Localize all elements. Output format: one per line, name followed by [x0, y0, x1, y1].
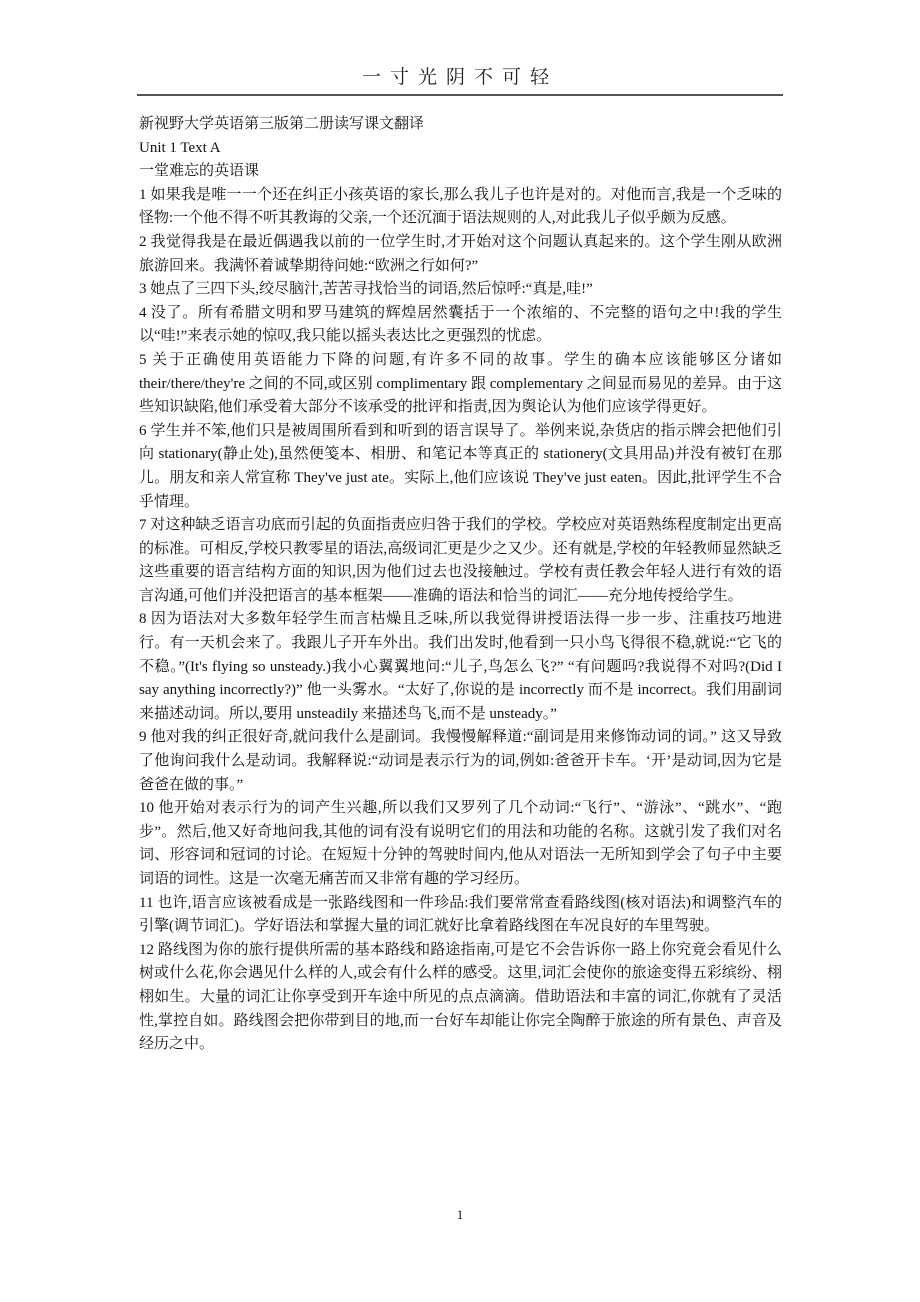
paragraph-10: 10 他开始对表示行为的词产生兴趣,所以我们又罗列了几个动词:“飞行”、“游泳”、“跳水”、“跑步”。然后,他又好奇地问我,其他的词有没有说明它们的用法和功能的名称。这就引发了我们对名词、形容词和冠词的讨论。在短短十分钟的驾驶时间内,他从对语法一无所知到学会了句子中主要词语的词性。这是一次毫无痛苦而又非常有趣的学习经历。 — [139, 800, 782, 887]
unit-label: Unit 1 Text A — [139, 139, 221, 156]
paragraph-12: 12 路线图为你的旅行提供所需的基本路线和路途指南,可是它不会告诉你一路上你究竟会看见什么树或什么花,你会遇见什么样的人,或会有什么样的感受。这里,词汇会使你的旅途变得五彩缤纷、栩栩如生。大量的词汇让你享受到开车途中所见的点点滴滴。借助语法和丰富的词汇,你就有了灵活性,掌控自如。路线图会把你带到目的地,而一台好车却能让你完全陶醉于旅途的所有景色、声音及经历之中。 — [139, 941, 782, 1053]
page-header-motto: 一寸光阴不可轻 — [361, 67, 558, 88]
paragraph-9: 9 他对我的纠正很好奇,就问我什么是副词。我慢慢解释道:“副词是用来修饰动词的词。” 这又导致了他询问我什么是动词。我解释说:“动词是表示行为的词,例如:爸爸开卡车。‘开’是动词,因为它是爸爸在做的事。” — [139, 729, 782, 793]
paragraph-1: 1 如果我是唯一一个还在纠正小孩英语的家长,那么我儿子也许是对的。对他而言,我是一个乏味的怪物:一个他不得不听其教诲的父亲,一个还沉湎于语法规则的人,对此我儿子似乎颇为反感。 — [139, 186, 782, 227]
paragraph-11: 11 也许,语言应该被看成是一张路线图和一件珍品:我们要常常查看路线图(核对语法)和调整汽车的引擎(调节词汇)。学好语法和掌握大量的词汇就好比拿着路线图在车况良好的车里驾驶。 — [139, 894, 782, 935]
paragraph-2: 2 我觉得我是在最近偶遇我以前的一位学生时,才开始对这个问题认真起来的。这个学生刚从欧洲旅游回来。我满怀着诚挚期待问她:“欧洲之行如何?” — [139, 233, 782, 274]
paragraph-5: 5 关于正确使用英语能力下降的问题,有许多不同的故事。学生的确本应该能够区分诸如 their/there/they're 之间的不同,或区别 complimentary 跟 complementary 之间显而易见的差异。由于这些知识缺陷,他们承受着大部分不该承受的批评和指责,因为舆论认为他们应该学得更好。 — [139, 351, 782, 416]
paragraph-3: 3 她点了三四下头,绞尽脑汁,苦苦寻找恰当的词语,然后惊呼:“真是,哇!” — [139, 281, 593, 298]
paragraph-4: 4 没了。所有希腊文明和罗马建筑的辉煌居然囊括于一个浓缩的、不完整的语句之中!我的学生以“哇!”来表示她的惊叹,我只能以摇头表达比之更强烈的忧虑。 — [139, 304, 782, 345]
page-number: 1 — [456, 1207, 464, 1222]
document-title: 新视野大学英语第三版第二册读写课文翻译 — [139, 116, 425, 132]
header-rule — [137, 94, 783, 96]
paragraph-7: 7 对这种缺乏语言功底而引起的负面指责应归咎于我们的学校。学校应对英语熟练程度制定出更高的标准。可相反,学校只教零星的语法,高级词汇更是少之又少。还有就是,学校的年轻教师显然缺乏这些重要的语言结构方面的知识,因为他们过去也没接触过。学校有责任教会年轻人进行有效的语言沟通,可他们并没把语言的基本框架——准确的语法和恰当的词汇——充分地传授给学生。 — [139, 517, 782, 604]
lesson-title: 一堂难忘的英语课 — [139, 163, 260, 180]
paragraph-8: 8 因为语法对大多数年轻学生而言枯燥且乏味,所以我觉得讲授语法得一步一步、注重技巧地进行。有一天机会来了。我跟儿子开车外出。我们出发时,他看到一只小鸟飞得很不稳,就说:“它飞的不稳。”(It's flying so unsteady.)我小心翼翼地问:“儿子,鸟怎么飞?” “有问题吗?我说得不对吗?(Did I say anything incorrectly?)” 他一头雾水。“太好了,你说的是 incorrectly 而不是 incorrect。我们用副词来描述动词。所以,要用 unsteadily 来描述鸟飞,而不是 unsteady。” — [139, 611, 782, 722]
document-body — [139, 113, 782, 1057]
paragraph-6: 6 学生并不笨,他们只是被周围所看到和听到的语言误导了。举例来说,杂货店的指示牌会把他们引向 stationary(静止处),虽然便笺本、相册、和笔记本等真正的 stationery(文具用品)并没有被钉在那儿。朋友和亲人常宣称 They've just ate。实际上,他们应该说 They've just eaten。因此,批评学生不合乎情理。 — [139, 422, 782, 510]
